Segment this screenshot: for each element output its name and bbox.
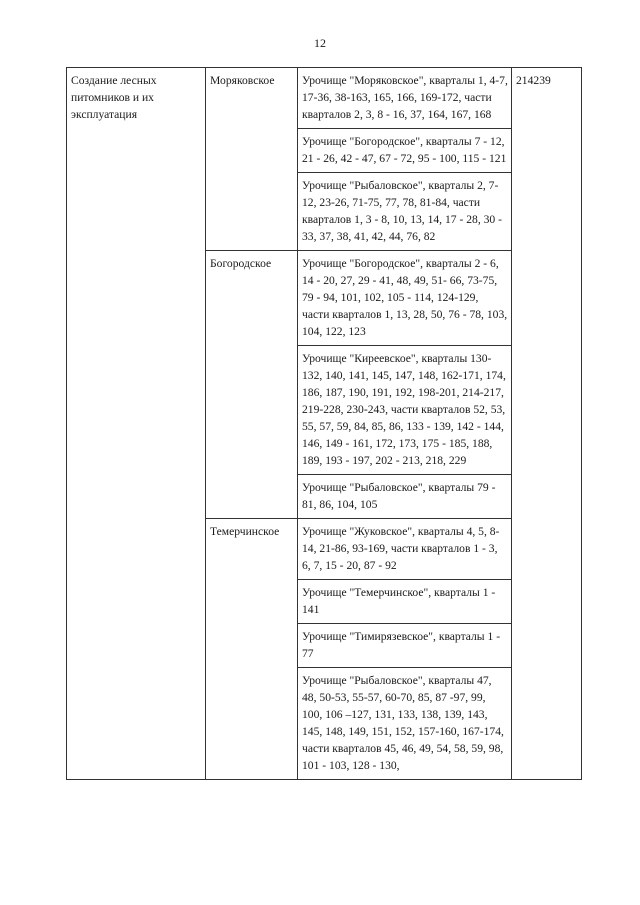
forestry-cell: Богородское (206, 251, 298, 519)
forest-use-table (66, 67, 582, 780)
tract-cell: Урочище "Богородское", кварталы 2 - 6, 14 - 20, 27, 29 - 41, 48, 49, 51- 66, 73-75, 79 - 94, 101, 102, 105 - 114, 124-129, части кварталов 1, 13, 28, 50, 76 - 78, 103, 104, 122, 123 (298, 251, 512, 346)
tract-cell: Урочище "Рыбаловское", кварталы 2, 7-12, 23-26, 71-75, 77, 78, 81-84, части кварталов 1, 3 - 8, 10, 13, 14, 17 - 28, 30 - 33, 37, 38, 41, 42, 44, 76, 82 (298, 173, 512, 251)
area-cell: 214239 (512, 68, 582, 780)
activity-cell: Создание лесных питомников и их эксплуатация (67, 68, 206, 780)
tract-cell: Урочище "Рыбаловское", кварталы 47, 48, 50-53, 55-57, 60-70, 85, 87 -97, 99, 100, 106 –127, 131, 133, 138, 139, 143, 145, 148, 149, 151, 152, 157-160, 167-174, части кварталов 45, 46, 49, 54, 58, 59, 98, 101 - 103, 128 - 130, (298, 668, 512, 780)
tract-cell: Урочище "Тимирязевское", кварталы 1 - 77 (298, 624, 512, 668)
forestry-cell: Моряковское (206, 68, 298, 251)
page-number: 12 (314, 36, 326, 50)
tract-cell: Урочище "Моряковское", кварталы 1, 4-7, 17-36, 38-163, 165, 166, 169-172, части кварталов 2, 3, 8 - 16, 37, 164, 167, 168 (298, 68, 512, 129)
tract-cell: Урочище "Рыбаловское", кварталы 79 - 81, 86, 104, 105 (298, 475, 512, 519)
tract-cell: Урочище "Темерчинское", кварталы 1 - 141 (298, 580, 512, 624)
tract-cell: Урочище "Жуковское", кварталы 4, 5, 8-14, 21-86, 93-169, части кварталов 1 - 3, 6, 7, 15 - 20, 87 - 92 (298, 519, 512, 580)
table-row (67, 68, 582, 129)
forestry-cell: Темерчинское (206, 519, 298, 780)
tract-cell: Урочище "Богородское", кварталы 7 - 12, 21 - 26, 42 - 47, 67 - 72, 95 - 100, 115 - 121 (298, 129, 512, 173)
tract-cell: Урочище "Киреевское", кварталы 130-132, 140, 141, 145, 147, 148, 162-171, 174, 186, 187, 190, 191, 192, 198-201, 214-217, 219-228, 230-243, части кварталов 52, 53, 55, 57, 59, 84, 85, 86, 133 - 139, 142 - 144, 146, 149 - 161, 172, 173, 175 - 185, 188, 189, 193 - 197, 202 - 213, 218, 229 (298, 346, 512, 475)
